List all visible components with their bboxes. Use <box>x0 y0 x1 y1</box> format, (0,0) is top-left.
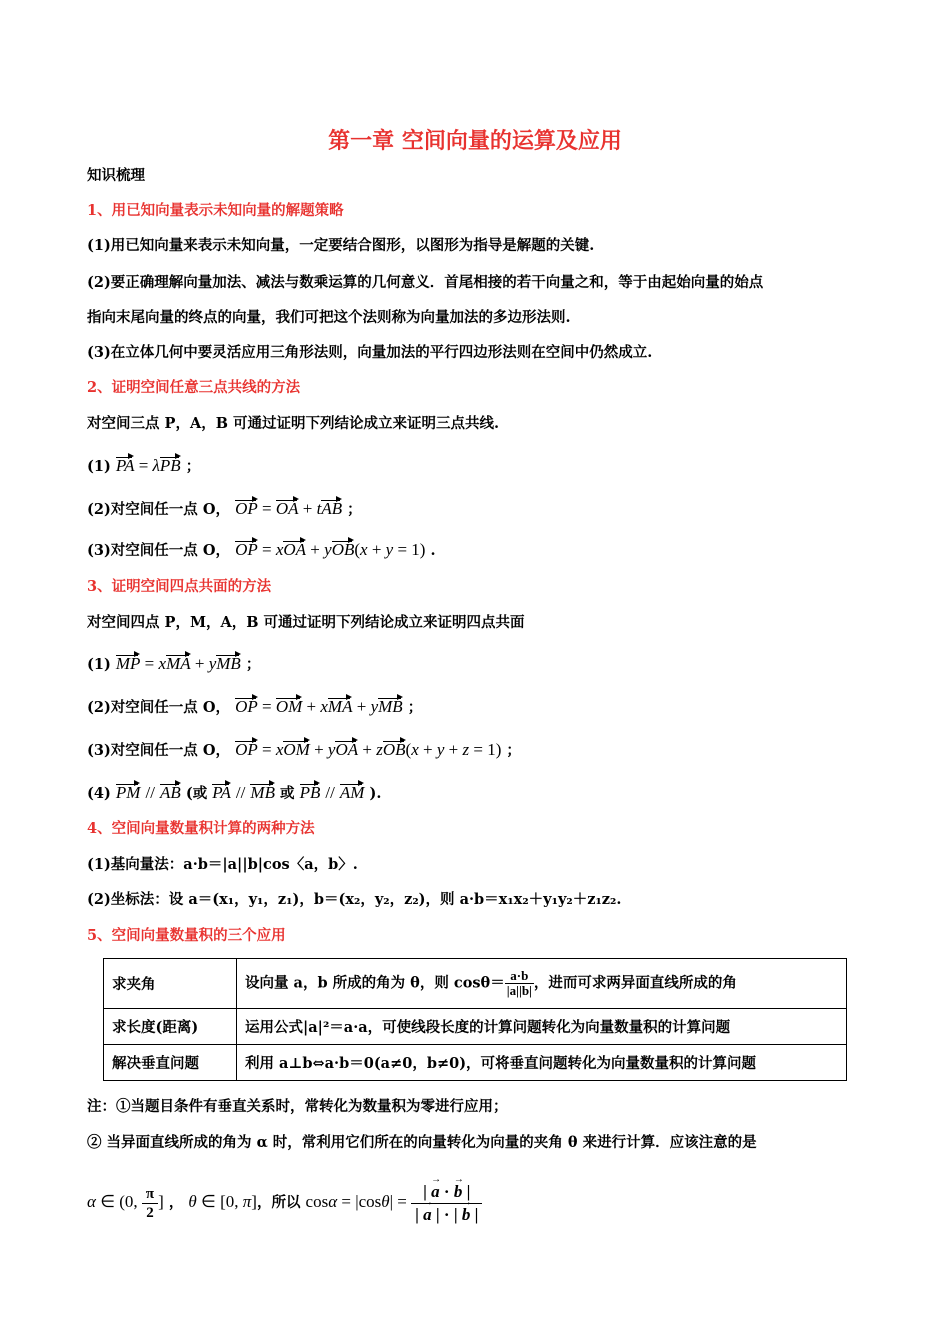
vec-PA: PA <box>115 456 135 475</box>
row-desc: 利用 a⊥b⇔a·b＝0(a≠0，b≠0)，可将垂直问题转化为向量数量积的计算问题 <box>237 1045 847 1081</box>
note-3-formula: α ∈ (0, $\frac{\pi}{2}$ ] ， θ ∈ [0, π]，所以 cosα = |cosθ| = $\frac{| a \to \cdot b \to |}{| a \to | \cdot | b \to |}$ <box>87 1180 482 1226</box>
vec-PB: PB <box>159 456 181 475</box>
s3-item4-prefix: (4) <box>87 785 111 802</box>
s3-heading: 3、证明空间四点共面的方法 <box>87 578 272 595</box>
cos-alpha-fraction: $\frac{| a \to \cdot b \to |}{| a \to | \cdot | b \to |}$ <box>411 1181 482 1226</box>
s3-item1-prefix: (1) <box>87 656 111 673</box>
row-desc: 运用公式|a|²＝a·a，可使线段长度的计算问题转化为向量数量积的计算问题 <box>237 1009 847 1045</box>
note-3-so: ，所以 <box>256 1194 301 1211</box>
s3-item1: (1) MP = xMA + yMB ； <box>87 654 261 673</box>
s4-heading: 4、空间向量数量积计算的两种方法 <box>87 820 315 837</box>
s2-item3: (3)对空间任一点 O， OP = xOA + yOB(x + y = 1) . <box>87 540 436 559</box>
s1-p2a: (2)要正确理解向量加法、减法与数乘运算的几何意义．首尾相接的若干向量之和，等于由起始向量的始点 <box>87 274 764 291</box>
section-intro: 知识梳理 <box>87 167 145 184</box>
s1-p3: (3)在立体几何中要灵活应用三角形法则，向量加法的平行四边形法则在空间中仍然成立. <box>87 344 653 361</box>
s3-intro: 对空间四点 P，M，A，B 可通过证明下列结论成立来证明四点共面 <box>87 614 525 631</box>
table-row <box>104 1045 847 1081</box>
s2-item3-prefix: (3)对空间任一点 O， <box>87 542 230 559</box>
cos-fraction: $\frac{a\cdot b}{|a||b|}$ <box>506 968 532 998</box>
s3-item2-prefix: (2)对空间任一点 O， <box>87 699 230 716</box>
s4-p2: (2)坐标法：设 a＝(x₁，y₁，z₁)，b＝(x₂，y₂，z₂)，则 a·b＝x₁x₂＋y₁y₂＋z₁z₂. <box>87 891 622 908</box>
note-1: 注：①当题目条件有垂直关系时，常转化为数量积为零进行应用； <box>87 1098 508 1115</box>
table-row <box>104 959 847 1009</box>
note-2: ② 当异面直线所成的角为 α 时，常利用它们所在的向量转化为向量的夹角 θ 来进行计算．应该注意的是 <box>87 1134 757 1151</box>
s3-item4: (4) PM // AB (或 PA // MB 或 PB // AM ). <box>87 783 382 802</box>
s1-p2b: 指向末尾向量的终点的向量，我们可把这个法则称为向量加法的多边形法则. <box>87 309 571 326</box>
page-title: 第一章 空间向量的运算及应用 <box>328 128 622 154</box>
s2-item2-prefix: (2)对空间任一点 O， <box>87 501 230 518</box>
s3-item2: (2)对空间任一点 O， OP = OM + xMA + yMB ； <box>87 697 423 716</box>
s2-intro: 对空间三点 P，A，B 可通过证明下列结论成立来证明三点共线. <box>87 415 500 432</box>
applications-table <box>103 958 847 1081</box>
s1-p1: (1)用已知向量来表示未知向量，一定要结合图形，以图形为指导是解题的关键. <box>87 237 595 254</box>
s2-item1-prefix: (1) <box>87 458 111 475</box>
s1-heading: 1、用已知向量表示未知向量的解题策略 <box>87 202 344 219</box>
row-name: 解决垂直问题 <box>104 1045 237 1081</box>
s3-item3: (3)对空间任一点 O， OP = xOM + yOA + zOB(x + y + z = 1) ； <box>87 740 521 759</box>
row-desc: 设向量 a，b 所成的角为 θ，则 cosθ＝ $\frac{a\cdot b}{|a||b|}$ ，进而可求两异面直线所成的角 <box>237 959 847 1009</box>
row-name: 求长度(距离) <box>104 1009 237 1045</box>
s3-item3-prefix: (3)对空间任一点 O， <box>87 742 230 759</box>
table-row <box>104 1009 847 1045</box>
s5-heading: 5、空间向量数量积的三个应用 <box>87 927 286 944</box>
s2-item1: (1) PA = λPB ； <box>87 456 201 475</box>
s2-heading: 2、证明空间任意三点共线的方法 <box>87 379 301 396</box>
s4-p1: (1)基向量法：a·b＝|a||b|cos〈a，b〉. <box>87 856 358 873</box>
row-name: 求夹角 <box>104 959 237 1009</box>
s2-item2: (2)对空间任一点 O， OP = OA + tAB ； <box>87 499 362 518</box>
